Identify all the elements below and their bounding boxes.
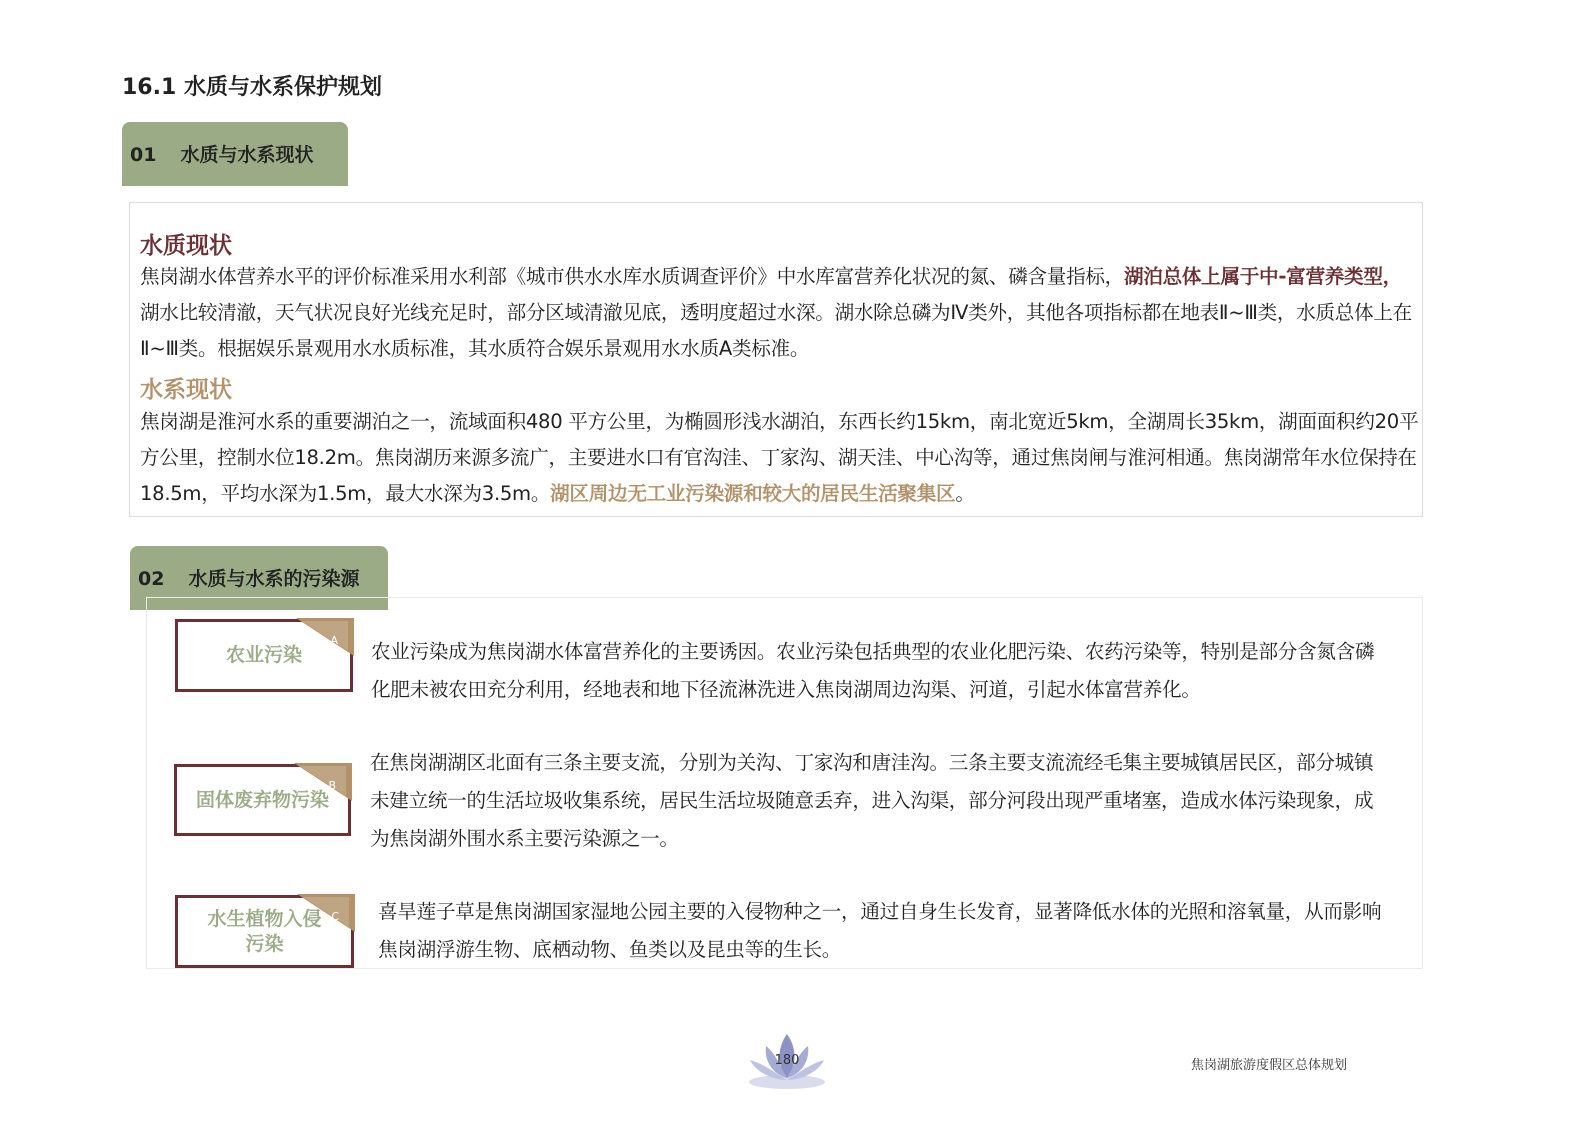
card-label: 水生植物入侵污染 <box>207 907 322 955</box>
water-quality-heading: 水质现状 <box>140 233 232 259</box>
paragraph-text: 。 <box>955 482 975 505</box>
triangle-corner-icon <box>294 763 352 801</box>
card-letter: C <box>331 910 339 923</box>
section-title: 水质与水系现状 <box>180 144 314 166</box>
pollution-card-agriculture <box>175 619 353 692</box>
card-letter: A <box>330 634 338 647</box>
card-letter: B <box>328 779 336 792</box>
paragraph-text: 湖水比较清澈，天气状况良好光线充足时，部分区域清澈见底，透明度超过水深。湖水除总磷为Ⅳ类外，其他各项指标都在地表Ⅱ~Ⅲ类，水质总体上在Ⅱ~Ⅲ类。根据娱乐景观用水水质标准，其水质符合娱乐景观用水水质A类标准。 <box>140 301 1412 360</box>
pollution-card-aquatic-plant <box>175 895 354 968</box>
section-number: 02 <box>138 568 165 590</box>
triangle-corner-icon <box>296 618 354 656</box>
highlight-text: 湖泊总体上属于中-富营养类型， <box>1123 265 1402 288</box>
highlight-text: 湖区周边无工业污染源和较大的居民生活聚集区 <box>550 482 956 505</box>
water-system-heading: 水系现状 <box>140 377 232 403</box>
page-title: 16.1 水质与水系保护规划 <box>122 75 382 100</box>
pollution-text-solid-waste: 在焦岗湖湖区北面有三条主要支流，分别为关沟、丁家沟和唐洼沟。三条主要支流流经毛集主要城镇居民区，部分城镇未建立统一的生活垃圾收集系统，居民生活垃圾随意丢弃，进入沟渠，部分河段出现严重堵塞，造成水体污染现象，成为焦岗湖外围水系主要污染源之一。 <box>370 751 1374 850</box>
pollution-text-aquatic-plant: 喜旱莲子草是焦岗湖国家湿地公园主要的入侵物种之一，通过自身生长发育，显著降低水体的光照和溶氧量，从而影响焦岗湖浮游生物、底栖动物、鱼类以及昆虫等的生长。 <box>378 900 1382 961</box>
footer-title: 焦岗湖旅游度假区总体规划 <box>1191 1058 1348 1073</box>
section-tab-status <box>122 122 348 186</box>
triangle-corner-icon <box>297 894 355 932</box>
pollution-card-solid-waste <box>174 764 351 836</box>
section-title: 水质与水系的污染源 <box>188 568 360 590</box>
page-number: 180 <box>774 1053 800 1068</box>
card-label: 农业污染 <box>225 644 302 666</box>
paragraph-text: 焦岗湖是淮河水系的重要湖泊之一，流域面积480 平方公里，为椭圆形浅水湖泊，东西长约15km，南北宽近5km，全湖周长35km，湖面面积约20平方公里，控制水位18.2m。焦岗湖历来源多流广，主要进水口有官沟洼、丁家沟、湖天洼、中心沟等，通过焦岗闸与淮河相通。焦岗湖常年水位保持在18.5m，平均水深为1.5m，最大水深为3.5m。 <box>140 410 1419 505</box>
water-system-paragraph <box>140 404 1420 512</box>
pollution-text-agriculture: 农业污染成为焦岗湖水体富营养化的主要诱因。农业污染包括典型的农业化肥污染、农药污染等，特别是部分含氮含磷化肥未被农田充分利用，经地表和地下径流淋洗进入焦岗湖周边沟渠、河道，引起水体富营养化。 <box>371 640 1375 701</box>
paragraph-text: 焦岗湖水体营养水平的评价标准采用水利部《城市供水水库水质调查评价》中水库富营养化状况的氮、磷含量指标， <box>140 265 1124 288</box>
card-label: 固体废弃物污染 <box>195 788 329 811</box>
water-quality-paragraph <box>140 259 1420 367</box>
section-number: 01 <box>130 144 157 166</box>
status-panel <box>129 202 1423 517</box>
